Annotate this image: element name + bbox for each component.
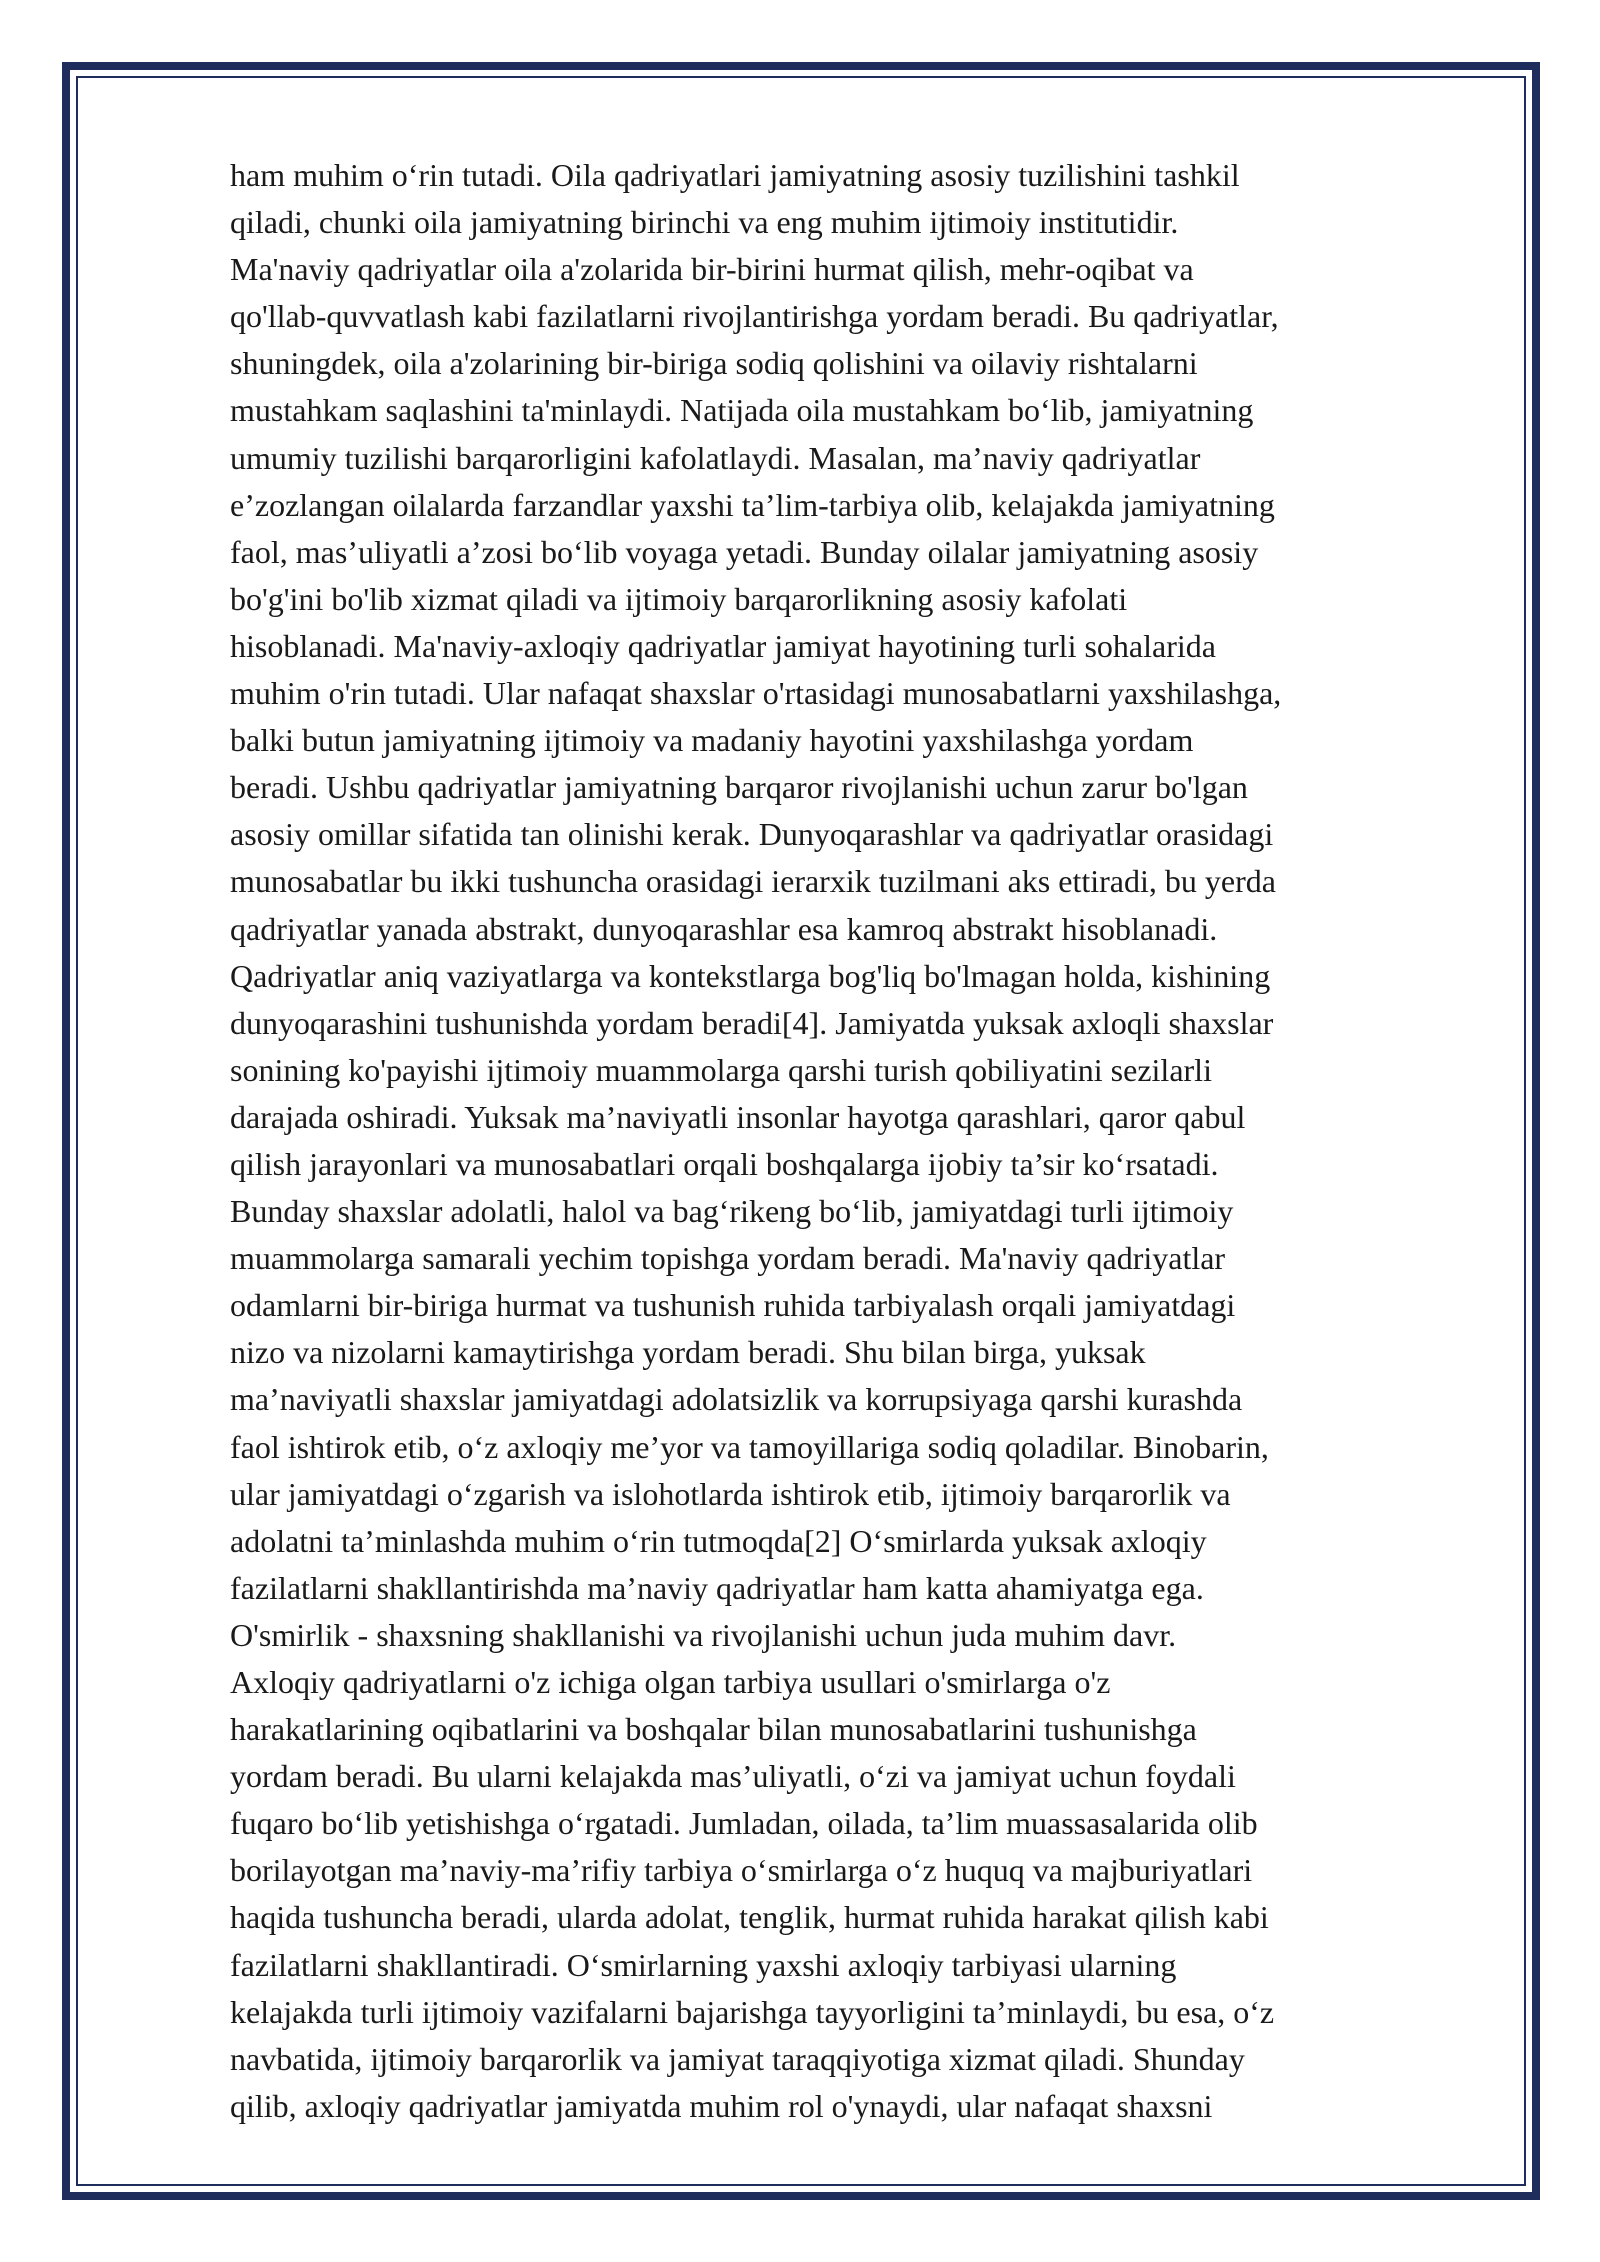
text-line: qilib, axloqiy qadriyatlar jamiyatda muhim rol o'ynaydi, ular nafaqat shaxsni [230, 2087, 1213, 2124]
text-line: muammolarga samarali yechim topishga yordam beradi. Ma'naviy qadriyatlar [230, 1240, 1226, 1277]
text-line: bo'g'ini bo'lib xizmat qiladi va ijtimoiy barqarorlikning asosiy kafolati [230, 580, 1128, 617]
text-line: qilish jarayonlari va munosabatlari orqali boshqalarga ijobiy ta’sir ko‘rsatadi. [230, 1145, 1219, 1182]
text-line: Axloqiy qadriyatlarni o'z ichiga olgan tarbiya usullari o'smirlarga o'z [230, 1664, 1111, 1700]
text-line: asosiy omillar sifatida tan olinishi kerak. Dunyoqarashlar va qadriyatlar orasidagi [230, 816, 1274, 853]
text-line: harakatlarining oqibatlarini va boshqalar bilan munosabatlarini tushunishga [230, 1711, 1197, 1748]
text-line: qiladi, chunki oila jamiyatning birinchi va eng muhim ijtimoiy institutidir. [230, 204, 1179, 241]
text-line: O'smirlik - shaxsning shakllanishi va rivojlanishi uchun juda muhim davr. [230, 1616, 1177, 1653]
text-line: shuningdek, oila a'zolarining bir-biriga sodiq qolishini va oilaviy rishtalarni [230, 345, 1198, 382]
text-line: faol, mas’uliyatli a’zosi bo‘lib voyaga yetadi. Bunday oilalar jamiyatning asosiy [230, 533, 1259, 570]
text-line: dunyoqarashini tushunishda yordam beradi[4]. Jamiyatda yuksak axloqli shaxslar [230, 1004, 1274, 1041]
document-body [230, 152, 1480, 2130]
text-line: qadriyatlar yanada abstrakt, dunyoqarashlar esa kamroq abstrakt hisoblanadi. [230, 910, 1218, 947]
text-line: kelajakda turli ijtimoiy vazifalarni bajarishga tayyorligini ta’minlaydi, bu esa, o‘z [230, 1993, 1275, 2030]
text-line: ham muhim o‘rin tutadi. Oila qadriyatlari jamiyatning asosiy tuzilishini tashkil [230, 157, 1240, 193]
text-line: Qadriyatlar aniq vaziyatlarga va kontekstlarga bog'liq bo'lmagan holda, kishining [230, 957, 1271, 994]
text-line: yordam beradi. Bu ularni kelajakda mas’uliyatli, o‘zi va jamiyat uchun foydali [230, 1758, 1236, 1795]
text-line: umumiy tuzilishi barqarorligini kafolatlaydi. Masalan, ma’naviy qadriyatlar [230, 439, 1201, 476]
text-line: fazilatlarni shakllantirishda ma’naviy qadriyatlar ham katta ahamiyatga ega. [230, 1569, 1204, 1606]
text-line: beradi. Ushbu qadriyatlar jamiyatning barqaror rivojlanishi uchun zarur bo'lgan [230, 769, 1248, 806]
text-line: fuqaro bo‘lib yetishishga o‘rgatadi. Jumladan, oilada, ta’lim muassasalarida olib [230, 1805, 1258, 1842]
text-line: e’zozlangan oilalarda farzandlar yaxshi ta’lim-tarbiya olib, kelajakda jamiyatning [230, 486, 1275, 523]
text-line: ma’naviyatli shaxslar jamiyatdagi adolatsizlik va korrupsiyaga qarshi kurashda [230, 1381, 1243, 1418]
text-line: balki butun jamiyatning ijtimoiy va madaniy hayotini yaxshilashga yordam [230, 722, 1194, 759]
text-line: fazilatlarni shakllantiradi. O‘smirlarning yaxshi axloqiy tarbiyasi ularning [230, 1946, 1177, 1983]
text-line: haqida tushuncha beradi, ularda adolat, tenglik, hurmat ruhida harakat qilish kabi [230, 1899, 1269, 1936]
text-line: borilayotgan ma’naviy-ma’rifiy tarbiya o‘smirlarga o‘z huquq va majburiyatlari [230, 1852, 1253, 1889]
text-line: muhim o'rin tutadi. Ular nafaqat shaxslar o'rtasidagi munosabatlarni yaxshilashga, [230, 675, 1282, 712]
text-line: adolatni ta’minlashda muhim o‘rin tutmoqda[2] O‘smirlarda yuksak axloqiy [230, 1522, 1207, 1559]
text-line: mustahkam saqlashini ta'minlaydi. Natijada oila mustahkam bo‘lib, jamiyatning [230, 392, 1254, 429]
text-line: sonining ko'payishi ijtimoiy muammolarga qarshi turish qobiliyatini sezilarli [230, 1051, 1212, 1088]
text-line: ular jamiyatdagi o‘zgarish va islohotlarda ishtirok etib, ijtimoiy barqarorlik va [230, 1475, 1231, 1512]
text-line: qo'llab-quvvatlash kabi fazilatlarni rivojlantirishga yordam beradi. Bu qadriyatlar, [230, 298, 1279, 335]
text-line: munosabatlar bu ikki tushuncha orasidagi ierarxik tuzilmani aks ettiradi, bu yerda [230, 863, 1276, 900]
text-line: odamlarni bir-biriga hurmat va tushunish ruhida tarbiyalash orqali jamiyatdagi [230, 1287, 1236, 1324]
text-line: nizo va nizolarni kamaytirishga yordam beradi. Shu bilan birga, yuksak [230, 1334, 1146, 1371]
text-line: navbatida, ijtimoiy barqarorlik va jamiyat taraqqiyotiga xizmat qiladi. Shunday [230, 2040, 1245, 2077]
text-line: darajada oshiradi. Yuksak ma’naviyatli insonlar hayotga qarashlari, qaror qabul [230, 1098, 1246, 1135]
text-line: hisoblanadi. Ma'naviy-axloqiy qadriyatlar jamiyat hayotining turli sohalarida [230, 627, 1216, 664]
text-line: Ma'naviy qadriyatlar oila a'zolarida bir-birini hurmat qilish, mehr-oqibat va [230, 251, 1194, 288]
text-line: Bunday shaxslar adolatli, halol va bag‘rikeng bo‘lib, jamiyatdagi turli ijtimoiy [230, 1193, 1234, 1230]
text-line: faol ishtirok etib, o‘z axloqiy me’yor va tamoyillariga sodiq qoladilar. Binobarin, [230, 1428, 1269, 1465]
